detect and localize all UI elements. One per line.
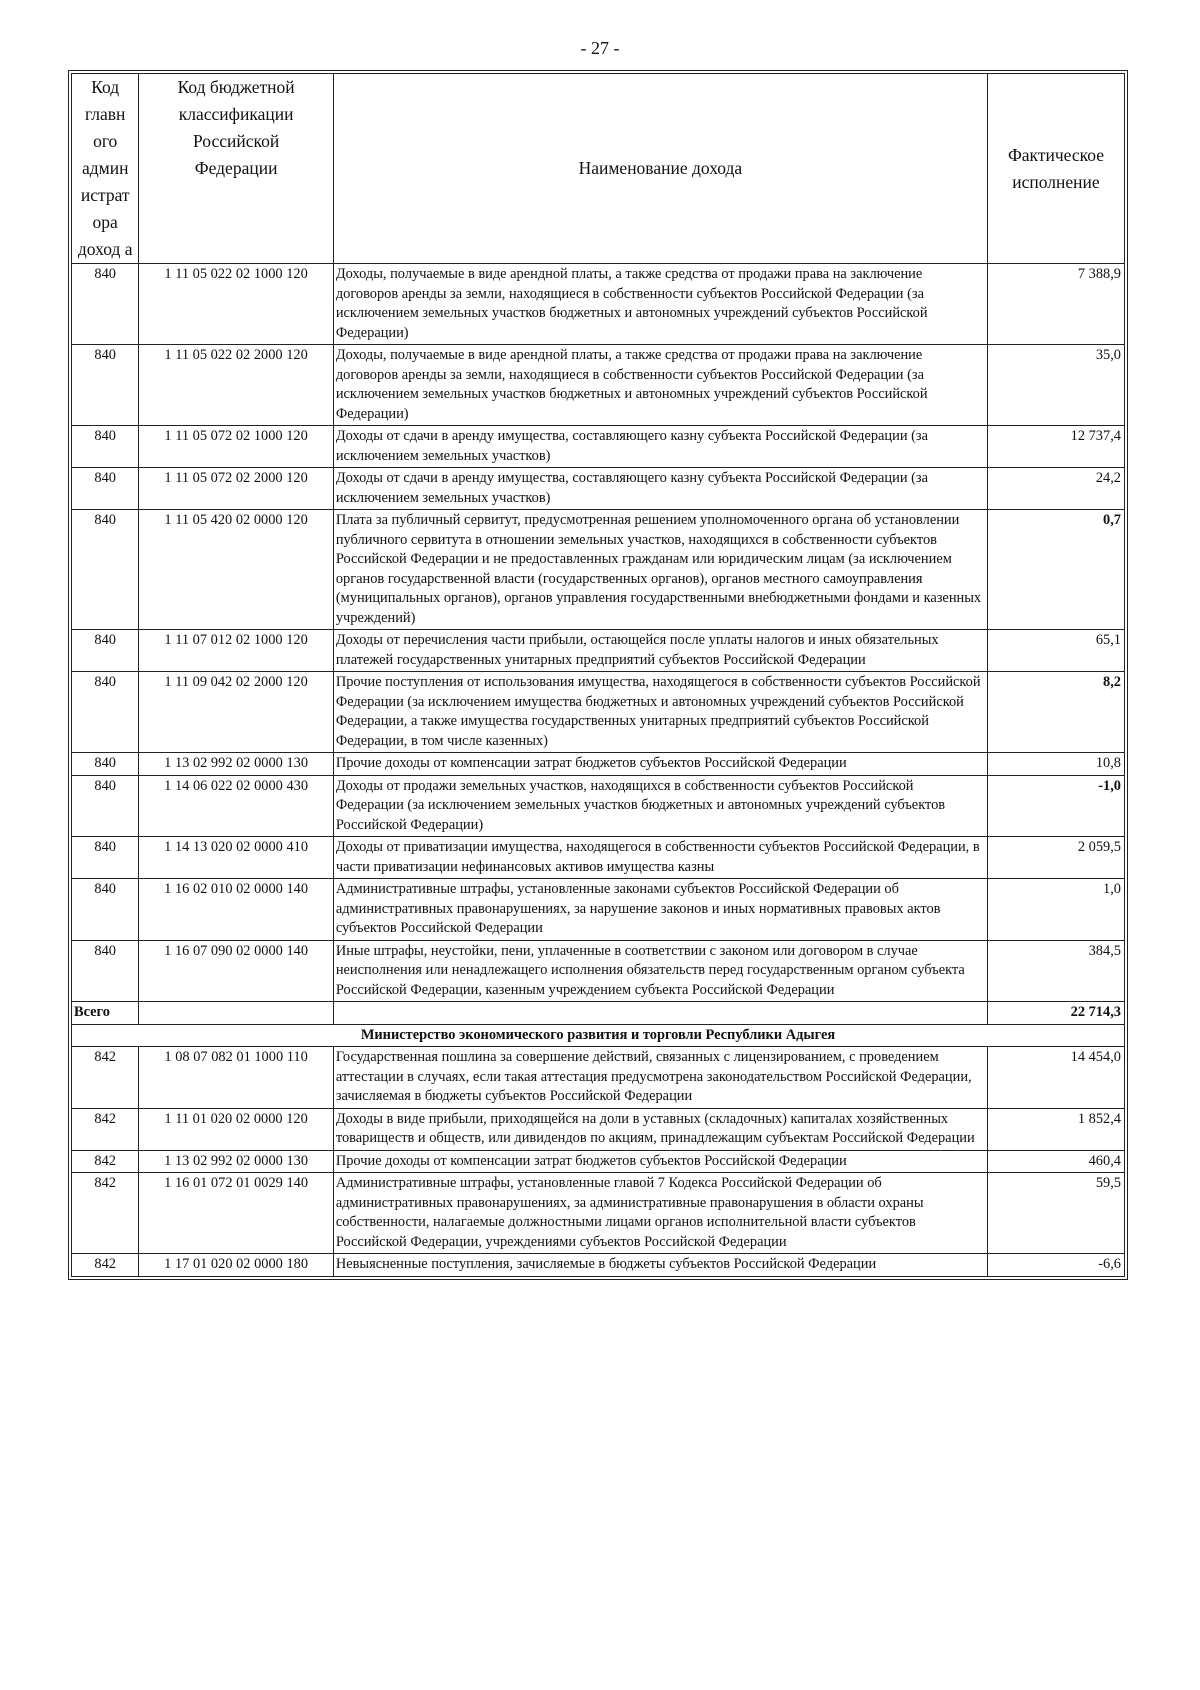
income-name-cell: Государственная пошлина за совершение действий, связанных с лицензированием, с проведением аттестации в случаях, если такая аттестация предусмотрена законодательством Российской Федерации, зачисляемая в бюджеты субъектов Российской Федерации bbox=[333, 1047, 987, 1109]
amount-cell: 460,4 bbox=[987, 1150, 1124, 1173]
amount-cell: 24,2 bbox=[987, 468, 1124, 510]
header-budget-code: Код бюджетной классификации Российской Федерации bbox=[139, 74, 333, 264]
table-row bbox=[72, 1108, 1125, 1150]
amount-cell: 10,8 bbox=[987, 753, 1124, 776]
amount-cell: 2 059,5 bbox=[987, 837, 1124, 879]
amount-cell: 1 852,4 bbox=[987, 1108, 1124, 1150]
amount-cell: 384,5 bbox=[987, 940, 1124, 1002]
income-table-frame bbox=[68, 70, 1128, 1280]
budget-code-cell: 1 13 02 992 02 0000 130 bbox=[139, 753, 333, 776]
income-name-cell: Прочие поступления от использования имущества, находящегося в собственности субъектов Российской Федерации (за исключением имущества бюджетных и автономных учреждений субъектов Российской Федерации, а также имущества государственных унитарных предприятий субъектов Российской Федерации, в том числе казенных) bbox=[333, 672, 987, 753]
section-row bbox=[72, 1024, 1125, 1047]
admin-code-cell: 840 bbox=[72, 426, 139, 468]
budget-code-cell: 1 17 01 020 02 0000 180 bbox=[139, 1254, 333, 1277]
budget-code-cell: 1 11 09 042 02 2000 120 bbox=[139, 672, 333, 753]
income-name-cell: Доходы от сдачи в аренду имущества, составляющего казну субъекта Российской Федерации (за исключением земельных участков) bbox=[333, 468, 987, 510]
income-name-cell: Прочие доходы от компенсации затрат бюджетов субъектов Российской Федерации bbox=[333, 753, 987, 776]
income-name-cell: Доходы от сдачи в аренду имущества, составляющего казну субъекта Российской Федерации (за исключением земельных участков) bbox=[333, 426, 987, 468]
table-body-a bbox=[72, 264, 1125, 1002]
budget-code-cell: 1 11 05 022 02 2000 120 bbox=[139, 345, 333, 426]
budget-code-cell: 1 08 07 082 01 1000 110 bbox=[139, 1047, 333, 1109]
budget-code-cell: 1 11 05 022 02 1000 120 bbox=[139, 264, 333, 345]
admin-code-cell: 840 bbox=[72, 775, 139, 837]
table-row bbox=[72, 468, 1125, 510]
table-row bbox=[72, 1047, 1125, 1109]
section-title: Министерство экономического развития и торговли Республики Адыгея bbox=[72, 1024, 1125, 1047]
table-row bbox=[72, 1150, 1125, 1173]
budget-code-cell: 1 11 07 012 02 1000 120 bbox=[139, 630, 333, 672]
income-name-cell: Иные штрафы, неустойки, пени, уплаченные в соответствии с законом или договором в случае неисполнения или ненадлежащего исполнения обязательств перед государственным органом субъекта Российской Федерации, казенным учреждением субъекта Российской Федерации bbox=[333, 940, 987, 1002]
page-number: - 27 - bbox=[580, 38, 620, 58]
amount-cell: 12 737,4 bbox=[987, 426, 1124, 468]
admin-code-cell: 842 bbox=[72, 1150, 139, 1173]
header-actual-execution: Фактическое исполнение bbox=[987, 74, 1124, 264]
table-row bbox=[72, 837, 1125, 879]
admin-code-cell: 842 bbox=[72, 1254, 139, 1277]
budget-code-cell: 1 11 05 420 02 0000 120 bbox=[139, 510, 333, 630]
amount-cell: 1,0 bbox=[987, 879, 1124, 941]
total-label: Всего bbox=[72, 1002, 139, 1025]
table-row bbox=[72, 672, 1125, 753]
amount-cell: 8,2 bbox=[987, 672, 1124, 753]
total-empty-code bbox=[139, 1002, 333, 1025]
table-row bbox=[72, 1173, 1125, 1254]
header-admin-code: Код главн ого админ истрат ора доход а bbox=[72, 74, 139, 264]
table-body-total bbox=[72, 1002, 1125, 1047]
budget-code-cell: 1 11 05 072 02 2000 120 bbox=[139, 468, 333, 510]
table-row bbox=[72, 940, 1125, 1002]
total-empty-name bbox=[333, 1002, 987, 1025]
total-amount: 22 714,3 bbox=[987, 1002, 1124, 1025]
amount-cell: -6,6 bbox=[987, 1254, 1124, 1277]
table-row bbox=[72, 426, 1125, 468]
budget-code-cell: 1 16 02 010 02 0000 140 bbox=[139, 879, 333, 941]
total-row bbox=[72, 1002, 1125, 1025]
budget-code-cell: 1 11 05 072 02 1000 120 bbox=[139, 426, 333, 468]
income-name-cell: Доходы от продажи земельных участков, находящихся в собственности субъектов Российской Федерации (за исключением земельных участков бюджетных и автономных учреждений субъектов Российской Федерации) bbox=[333, 775, 987, 837]
admin-code-cell: 842 bbox=[72, 1108, 139, 1150]
amount-cell: 14 454,0 bbox=[987, 1047, 1124, 1109]
budget-code-cell: 1 16 07 090 02 0000 140 bbox=[139, 940, 333, 1002]
amount-cell: 59,5 bbox=[987, 1173, 1124, 1254]
income-name-cell: Доходы в виде прибыли, приходящейся на доли в уставных (складочных) капиталах хозяйственных товариществ и обществ, или дивидендов по акциям, принадлежащим субъектам Российской Федерации bbox=[333, 1108, 987, 1150]
income-name-cell: Плата за публичный сервитут, предусмотренная решением уполномоченного органа об установлении публичного сервитута в отношении земельных участков, находящихся в собственности субъектов Российской Федерации и не предоставленных гражданам или юридическим лицам (за исключением органов государственной власти (государственных органов), органов местного самоуправления (муниципальных органов), органов управления государственными внебюджетными фондами и казенных учреждений) bbox=[333, 510, 987, 630]
table-header-row bbox=[72, 74, 1125, 264]
income-name-cell: Невыясненные поступления, зачисляемые в бюджеты субъектов Российской Федерации bbox=[333, 1254, 987, 1277]
admin-code-cell: 842 bbox=[72, 1173, 139, 1254]
table-row bbox=[72, 264, 1125, 345]
table-body-b bbox=[72, 1047, 1125, 1277]
amount-cell: 65,1 bbox=[987, 630, 1124, 672]
budget-code-cell: 1 11 01 020 02 0000 120 bbox=[139, 1108, 333, 1150]
income-name-cell: Доходы от перечисления части прибыли, остающейся после уплаты налогов и иных обязательных платежей государственных унитарных предприятий субъектов Российской Федерации bbox=[333, 630, 987, 672]
income-name-cell: Доходы, получаемые в виде арендной платы, а также средства от продажи права на заключение договоров аренды за земли, находящиеся в собственности субъектов Российской Федерации (за исключением земельных участков бюджетных и автономных учреждений субъектов Российской Федерации) bbox=[333, 345, 987, 426]
table-row bbox=[72, 775, 1125, 837]
admin-code-cell: 840 bbox=[72, 345, 139, 426]
table-row bbox=[72, 510, 1125, 630]
admin-code-cell: 840 bbox=[72, 510, 139, 630]
table-row bbox=[72, 753, 1125, 776]
income-name-cell: Доходы от приватизации имущества, находящегося в собственности субъектов Российской Федерации, в части приватизации нефинансовых активов имущества казны bbox=[333, 837, 987, 879]
budget-code-cell: 1 13 02 992 02 0000 130 bbox=[139, 1150, 333, 1173]
admin-code-cell: 840 bbox=[72, 837, 139, 879]
amount-cell: 0,7 bbox=[987, 510, 1124, 630]
income-name-cell: Прочие доходы от компенсации затрат бюджетов субъектов Российской Федерации bbox=[333, 1150, 987, 1173]
income-name-cell: Административные штрафы, установленные главой 7 Кодекса Российской Федерации об административных правонарушениях, за административные правонарушения в области охраны собственности, налагаемые должностными лицами органов исполнительной власти субъектов Российской Федерации, учреждениями субъектов Российской Федерации bbox=[333, 1173, 987, 1254]
admin-code-cell: 840 bbox=[72, 468, 139, 510]
income-name-cell: Доходы, получаемые в виде арендной платы, а также средства от продажи права на заключение договоров аренды за земли, находящиеся в собственности субъектов Российской Федерации (за исключением земельных участков бюджетных и автономных учреждений субъектов Российской Федерации) bbox=[333, 264, 987, 345]
table-row bbox=[72, 879, 1125, 941]
table-row bbox=[72, 630, 1125, 672]
admin-code-cell: 840 bbox=[72, 264, 139, 345]
budget-code-cell: 1 16 01 072 01 0029 140 bbox=[139, 1173, 333, 1254]
budget-code-cell: 1 14 13 020 02 0000 410 bbox=[139, 837, 333, 879]
header-income-name: Наименование дохода bbox=[333, 74, 987, 264]
budget-code-cell: 1 14 06 022 02 0000 430 bbox=[139, 775, 333, 837]
admin-code-cell: 842 bbox=[72, 1047, 139, 1109]
admin-code-cell: 840 bbox=[72, 753, 139, 776]
admin-code-cell: 840 bbox=[72, 672, 139, 753]
amount-cell: 35,0 bbox=[987, 345, 1124, 426]
admin-code-cell: 840 bbox=[72, 630, 139, 672]
admin-code-cell: 840 bbox=[72, 940, 139, 1002]
income-name-cell: Административные штрафы, установленные законами субъектов Российской Федерации об административных правонарушениях, за нарушение законов и иных нормативных правовых актов субъектов Российской Федерации bbox=[333, 879, 987, 941]
table-row bbox=[72, 345, 1125, 426]
amount-cell: -1,0 bbox=[987, 775, 1124, 837]
table-row bbox=[72, 1254, 1125, 1277]
admin-code-cell: 840 bbox=[72, 879, 139, 941]
income-table bbox=[71, 73, 1125, 1277]
amount-cell: 7 388,9 bbox=[987, 264, 1124, 345]
